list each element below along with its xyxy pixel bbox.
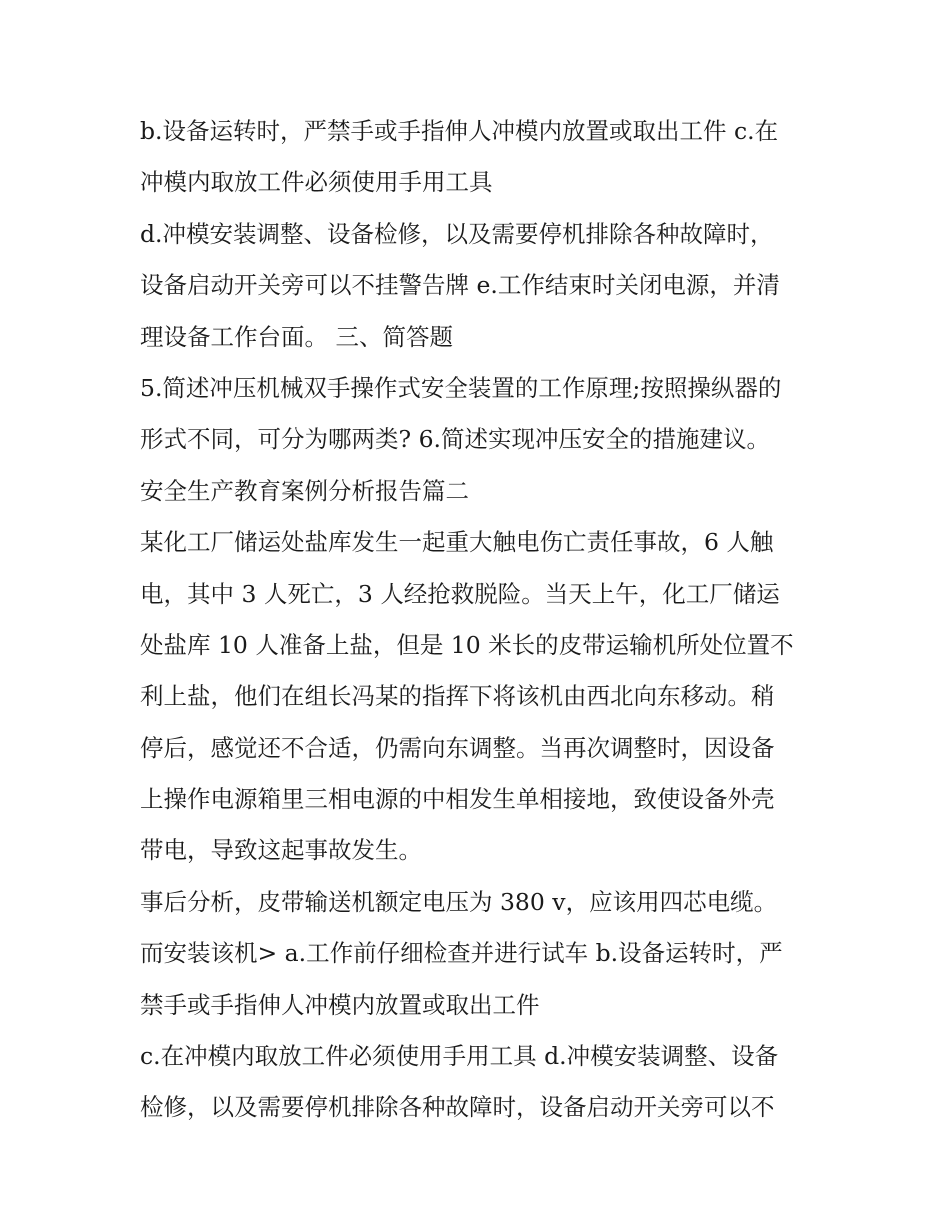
text-line: 电，其中 3 人死亡，3 人经抢救脱险。当天上午，化工厂储运 [140,579,780,608]
text-line: c.在冲模内取放工件必须使用手用工具 d.冲模安装调整、设备 [140,1042,779,1071]
text-line: 而安装该机> a.工作前仔细检查并进行试车 b.设备运转时，严 [140,939,783,968]
document-body [140,106,820,1134]
text-line: 利上盐，他们在组长冯某的指挥下将该机由西北向东移动。稍 [140,682,775,711]
text-line: 设备启动开关旁可以不挂警告牌 e.工作结束时关闭电源，并清 [140,271,780,300]
text-line: 检修，以及需要停机排除各种故障时，设备启动开关旁可以不 [140,1093,775,1122]
text-line: d.冲模安装调整、设备检修，以及需要停机排除各种故障时， [140,219,774,248]
text-line: 5.简述冲压机械双手操作式安全装置的工作原理;按照操纵器的 [140,373,782,402]
text-line: 处盐库 10 人准备上盐，但是 10 米长的皮带运输机所处位置不 [140,630,794,659]
text-line: 带电，导致这起事故发生。 [140,836,422,865]
text-line: 某化工厂储运处盐库发生一起重大触电伤亡责任事故，6 人触 [140,528,774,557]
text-line: 理设备工作台面。 三、简答题 [140,322,453,351]
text-line: 上操作电源箱里三相电源的中相发生单相接地，致使设备外壳 [140,785,775,814]
text-line: 停后，感觉还不合适，仍需向东调整。当再次调整时，因设备 [140,733,775,762]
text-line: 禁手或手指伸人冲模内放置或取出工件 [140,990,540,1019]
text-line: 冲模内取放工件必须使用手用工具 [140,168,493,197]
section-heading: 安全生产教育案例分析报告篇二 [140,476,469,505]
text-line: 形式不同，可分为哪两类? 6.简述实现冲压安全的措施建议。 [140,425,770,454]
text-line: 事后分析，皮带输送机额定电压为 380 v，应该用四芯电缆。 [140,887,778,916]
text-line: b.设备运转时，严禁手或手指伸人冲模内放置或取出工件 c.在 [140,117,779,145]
